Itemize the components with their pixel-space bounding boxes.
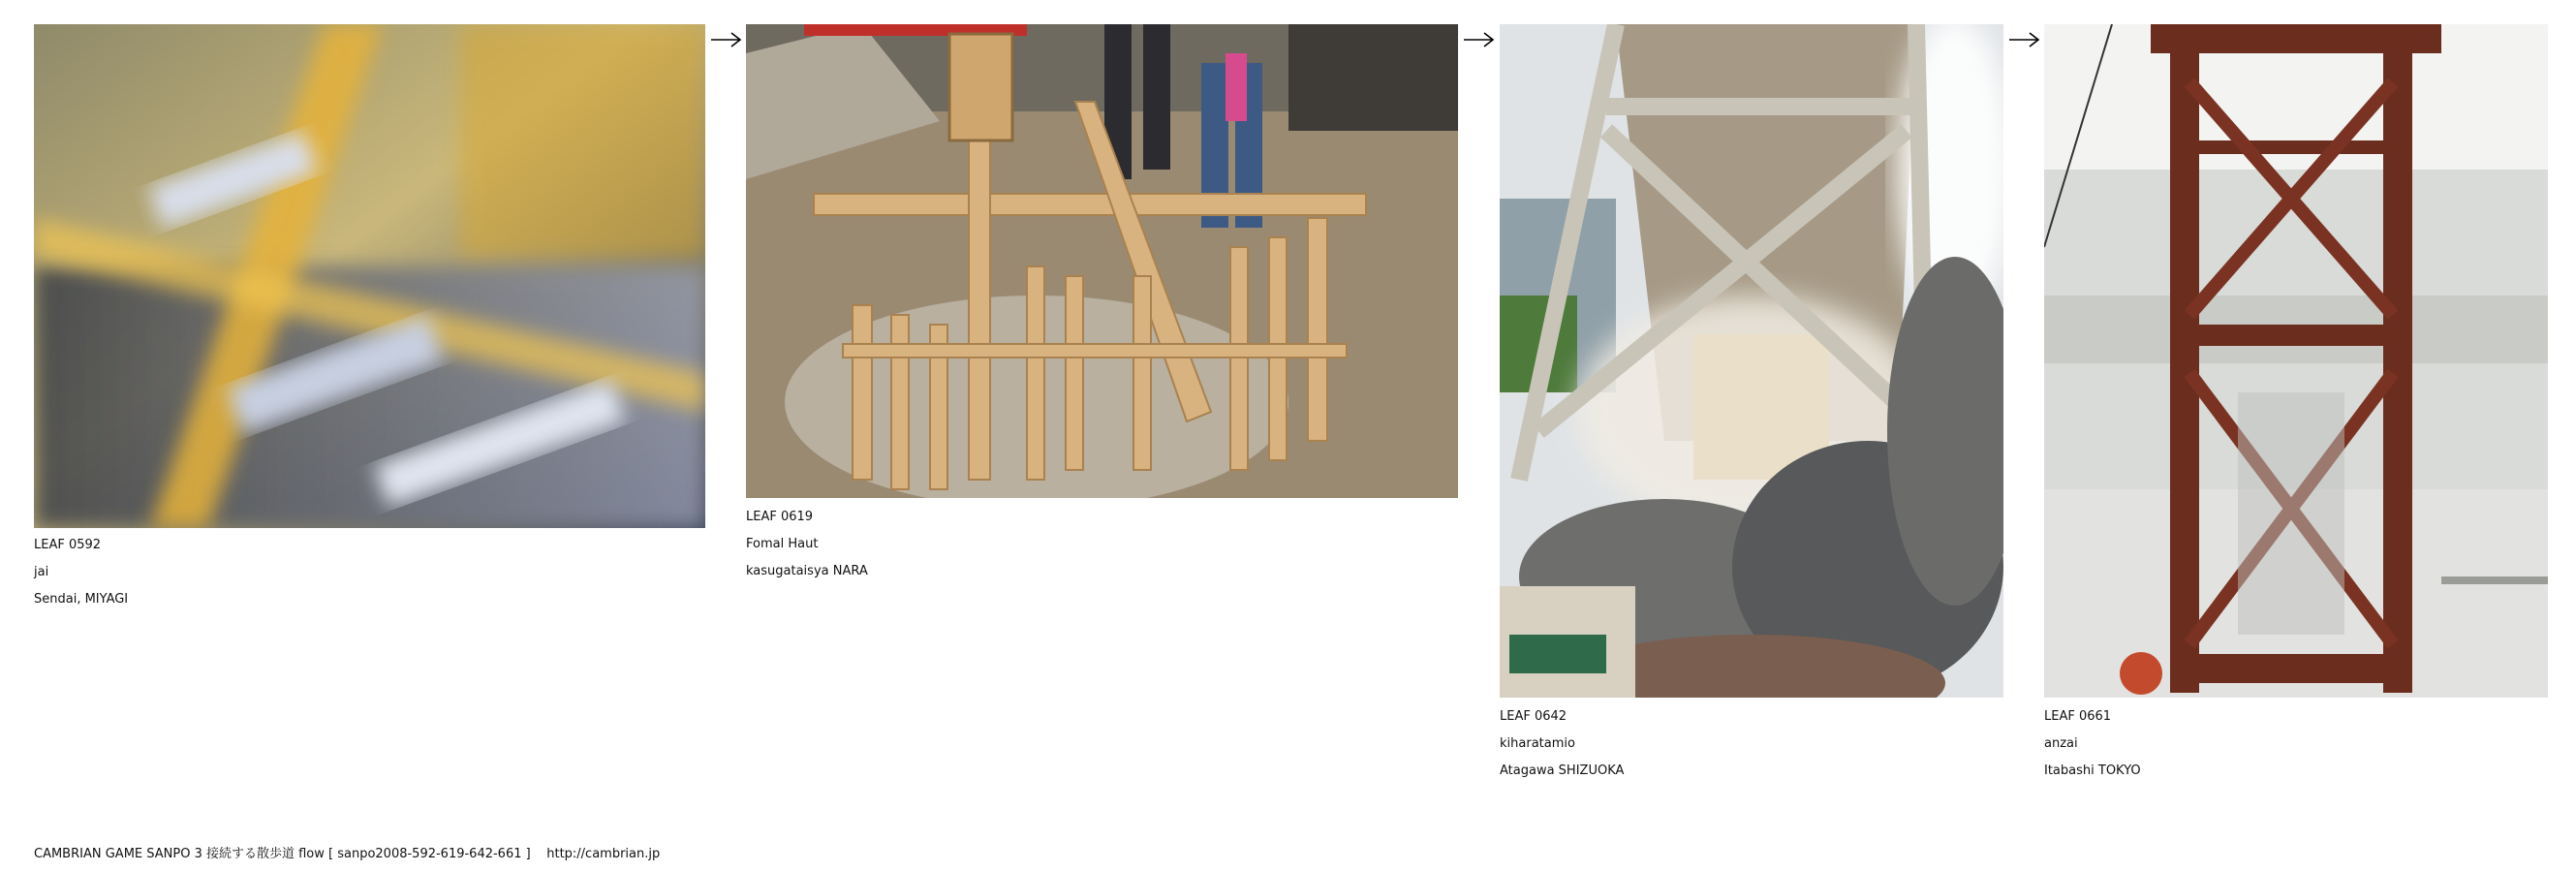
blurred-glass-image (34, 24, 705, 528)
leaf-author[interactable]: kiharatamio (1500, 736, 1575, 751)
leaf-0619-photo[interactable] (746, 24, 1458, 498)
leaf-number: LEAF 0661 (2044, 709, 2112, 724)
rusty-steel-tower-image (2044, 24, 2548, 698)
leaf-author[interactable]: Fomal Haut (746, 537, 819, 551)
leaf-author[interactable]: anzai (2044, 736, 2078, 751)
leaf-0661-photo[interactable] (2044, 24, 2548, 698)
wooden-fence-image (746, 24, 1458, 498)
footer (34, 843, 660, 861)
hot-spring-tower-image (1500, 24, 2003, 698)
leaf-0642-photo[interactable] (1500, 24, 2003, 698)
leaf-place: Atagawa SHIZUOKA (1500, 763, 1625, 778)
leaf-place: Itabashi TOKYO (2044, 763, 2141, 778)
leaf-place: Sendai, MIYAGI (34, 592, 129, 607)
right-arrow-icon (1463, 30, 1496, 49)
right-arrow-icon (2008, 30, 2041, 49)
leaf-0642-caption (1500, 703, 1624, 785)
leaf-number: LEAF 0642 (1500, 709, 1567, 724)
footer-link[interactable]: http://cambrian.jp (546, 847, 661, 861)
leaf-place: kasugataisya NARA (746, 564, 868, 578)
footer-title: CAMBRIAN GAME SANPO 3 接続する散歩道 flow [ sanpo2008-592-619-642-661 ] (34, 847, 531, 861)
leaf-number: LEAF 0592 (34, 538, 102, 552)
leaf-0592-photo[interactable] (34, 24, 705, 528)
right-arrow-icon (710, 30, 743, 49)
leaf-0619-caption (746, 504, 868, 585)
leaf-0661-caption (2044, 703, 2141, 785)
leaf-author[interactable]: jai (34, 565, 49, 579)
leaf-number: LEAF 0619 (746, 510, 814, 524)
leaf-0592-caption (34, 532, 128, 613)
